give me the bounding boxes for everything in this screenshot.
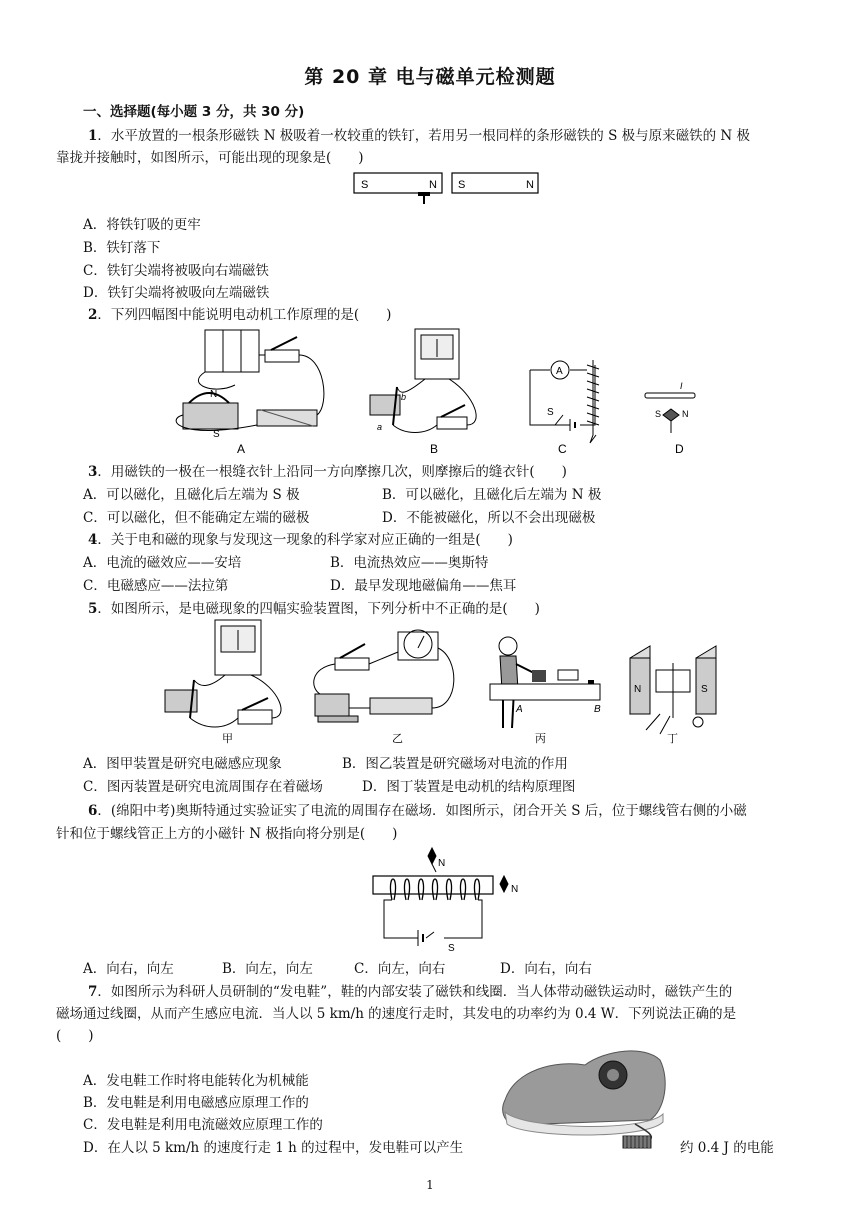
question-text: ．(绵阳中考)奥斯特通过实验证实了电流的周围存在磁场．如图所示，闭合开关 S 后，位于螺线管右侧的小磁	[97, 803, 747, 819]
question-text-cont: 磁场通过线圈，从而产生感应电流．当人以 5 km/h 的速度行走时，其发电的功率约为 0.4 W．下列说法正确的是	[56, 1006, 737, 1022]
option-a: A．可以磁化，且磁化后左端为 S 极	[83, 487, 300, 503]
figure-label-a: A	[237, 442, 246, 456]
question-3	[88, 460, 567, 480]
question-4	[88, 528, 513, 548]
question-number: 6	[88, 803, 98, 819]
question-2	[88, 303, 391, 323]
figure-label-c: C	[558, 442, 567, 456]
needle-right-n: N	[511, 884, 519, 895]
option-d: D．在人以 5 km/h 的速度行走 1 h 的过程中，发电鞋可以产生	[83, 1140, 464, 1156]
shoe-upper	[503, 1051, 666, 1125]
question-6	[88, 799, 747, 819]
label-ammeter: A	[556, 366, 563, 377]
question-number: 4	[88, 532, 98, 548]
figure-q5	[160, 618, 720, 750]
option-d: D．不能被磁化，所以不会出现磁极	[382, 510, 596, 526]
option-d: D．最早发现地磁偏角——焦耳	[330, 578, 517, 594]
option-a: A．图甲装置是研究电磁感应现象	[83, 756, 282, 772]
label-s: S	[701, 684, 708, 695]
needle-right	[500, 876, 508, 892]
option-a: A．将铁钉吸的更牢	[83, 217, 201, 233]
magnet-n-label: N	[526, 179, 534, 191]
question-number: 2	[88, 307, 98, 323]
question-text: ．下列四幅图中能说明电动机工作原理的是( )	[97, 307, 392, 323]
needle-s: S	[655, 409, 662, 419]
section-heading: 一、选择题(每小题 3 分，共 30 分)	[83, 104, 305, 120]
needle-top-n: N	[438, 858, 446, 869]
question-text-cont: ( )	[56, 1028, 94, 1044]
needle-n: N	[682, 409, 689, 419]
figure-q2-b	[370, 329, 476, 456]
label-n: N	[210, 389, 218, 400]
option-c: C．可以磁化，但不能确定左端的磁极	[83, 510, 310, 526]
figure-q2	[175, 325, 735, 460]
question-7	[88, 980, 732, 1000]
option-c: C．铁钉尖端将被吸向右端磁铁	[83, 263, 269, 279]
question-text: ．水平放置的一根条形磁铁 N 极吸着一枚较重的铁钉，若用另一根同样的条形磁铁的 S 极与原来磁铁的 N 极	[97, 128, 751, 144]
figure-label-yi: 乙	[392, 733, 403, 745]
figure-q7-shoe	[495, 1040, 675, 1155]
figure-q6-solenoid	[370, 844, 530, 952]
question-5	[88, 597, 540, 617]
question-text-cont: 靠拢并接触时，如图所示，可能出现的现象是( )	[56, 150, 364, 166]
page-number: 1	[426, 1178, 434, 1192]
figure-q5-bing	[490, 637, 601, 745]
option-b: B．可以磁化，且磁化后左端为 N 极	[382, 487, 602, 503]
option-c: C．图丙装置是研究电流周围存在着磁场	[83, 779, 323, 795]
option-c: C．向左，向右	[354, 961, 446, 977]
figure-q5-yi	[314, 630, 454, 745]
question-number: 1	[88, 128, 98, 144]
label-s: S	[213, 429, 220, 440]
magnet-n-label: N	[429, 179, 437, 191]
figure-label-ding: 丁	[667, 733, 678, 745]
nail-head	[418, 192, 430, 196]
question-text: ．如图所示，是电磁现象的四幅实验装置图，下列分析中不正确的是( )	[97, 601, 540, 617]
switch-label: S	[448, 943, 455, 954]
option-d: D．向右，向右	[500, 961, 592, 977]
option-b: B．图乙装置是研究磁场对电流的作用	[342, 756, 568, 772]
option-a: A．电流的磁效应——安培	[83, 555, 242, 571]
figure-label-d: D	[675, 442, 684, 456]
label-b: b	[401, 392, 407, 402]
option-d: D．铁钉尖端将被吸向左端磁铁	[83, 285, 270, 301]
label-a: a	[377, 422, 383, 432]
option-b: B．电流热效应——奥斯特	[330, 555, 489, 571]
option-b: B．铁钉落下	[83, 240, 161, 256]
question-number: 5	[88, 601, 98, 617]
question-1	[88, 124, 750, 144]
magnet-s-label: S	[361, 179, 369, 191]
label-a: A	[516, 704, 523, 715]
question-text: ．如图所示为科研人员研制的“发电鞋”，鞋的内部安装了磁铁和线圈．当人体带动磁铁运动时，磁铁产生的	[97, 984, 733, 1000]
label-current: I	[680, 381, 683, 391]
figure-q5-jia	[165, 620, 281, 745]
label-n: N	[634, 684, 642, 695]
question-number: 3	[88, 464, 98, 480]
figure-label-bing: 丙	[535, 733, 546, 745]
option-d-tail: 约 0.4 J 的电能	[680, 1140, 774, 1156]
needle-top	[428, 848, 436, 864]
label-switch: S	[547, 407, 554, 418]
option-a: A．发电鞋工作时将电能转化为机械能	[83, 1073, 309, 1089]
magnet-s-label: S	[458, 179, 466, 191]
option-b: B．发电鞋是利用电磁感应原理工作的	[83, 1095, 309, 1111]
option-a: A．向右，向左	[83, 961, 174, 977]
figure-label-jia: 甲	[222, 733, 233, 745]
figure-q2-a	[176, 330, 324, 456]
label-b: B	[594, 704, 601, 715]
figure-q2-d	[645, 381, 695, 456]
option-b: B．向左，向左	[222, 961, 313, 977]
question-number: 7	[88, 984, 98, 1000]
question-text: ．关于电和磁的现象与发现这一现象的科学家对应正确的一组是( )	[97, 532, 513, 548]
figure-label-b: B	[430, 442, 439, 456]
figure-q5-ding	[630, 646, 716, 745]
question-text-cont: 针和位于螺线管正上方的小磁针 N 极指向将分别是( )	[56, 826, 398, 842]
option-c: C．发电鞋是利用电流磁效应原理工作的	[83, 1117, 323, 1133]
page-title: 第 20 章 电与磁单元检测题	[304, 66, 556, 88]
option-d: D．图丁装置是电动机的结构原理图	[362, 779, 576, 795]
option-c: C．电磁感应——法拉第	[83, 578, 229, 594]
figure-q2-c	[530, 360, 599, 456]
figure-q1-magnets	[352, 170, 542, 206]
question-text: ．用磁铁的一极在一根缝衣针上沿同一方向摩擦几次，则摩擦后的缝衣针( )	[97, 464, 567, 480]
